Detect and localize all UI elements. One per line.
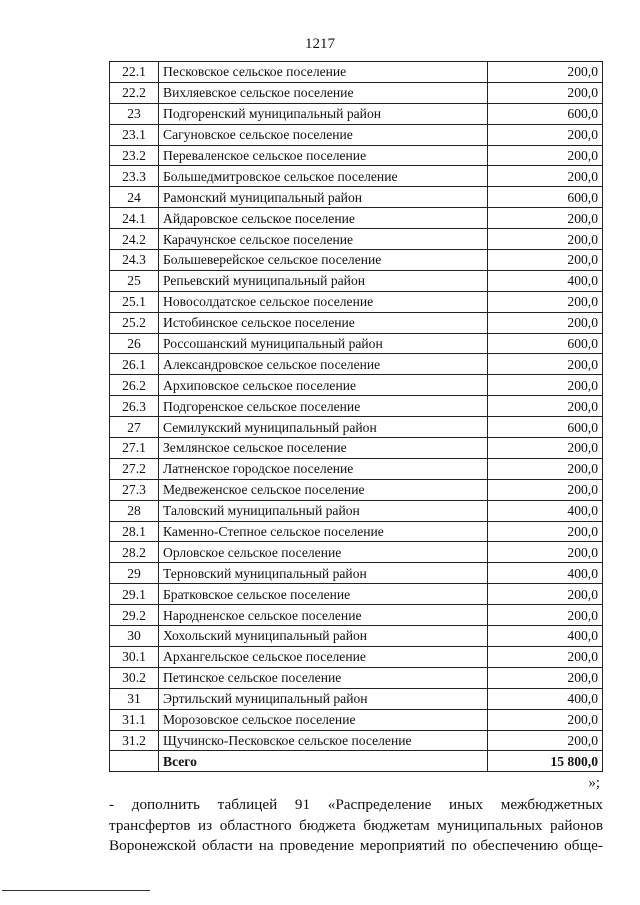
paragraph-line-1: - дополнить таблицей 91 «Распределение иных межбюджетных [109, 796, 603, 813]
row-name: Семилукский муниципальный район [159, 417, 488, 438]
row-number: 29.1 [110, 584, 159, 605]
row-name: Щучинско-Песковское сельское поселение [159, 730, 488, 751]
row-value: 600,0 [488, 103, 603, 124]
row-value: 200,0 [488, 584, 603, 605]
row-value: 600,0 [488, 417, 603, 438]
table-row [110, 291, 603, 312]
row-number: 23.1 [110, 124, 159, 145]
table-row [110, 709, 603, 730]
table-row [110, 229, 603, 250]
row-number: 27 [110, 417, 159, 438]
table-row [110, 584, 603, 605]
row-value: 200,0 [488, 312, 603, 333]
row-value: 200,0 [488, 521, 603, 542]
table-row [110, 375, 603, 396]
row-number: 22.2 [110, 82, 159, 103]
row-number: 26.1 [110, 354, 159, 375]
table-row [110, 500, 603, 521]
table-row [110, 479, 603, 500]
row-value: 200,0 [488, 438, 603, 459]
table-row [110, 82, 603, 103]
row-value: 200,0 [488, 208, 603, 229]
table-row [110, 166, 603, 187]
row-value: 200,0 [488, 605, 603, 626]
total-row [110, 751, 603, 772]
table-row [110, 730, 603, 751]
row-name: Рамонский муниципальный район [159, 187, 488, 208]
row-name: Терновский муниципальный район [159, 563, 488, 584]
row-name: Таловский муниципальный район [159, 500, 488, 521]
row-value: 400,0 [488, 688, 603, 709]
table-row [110, 646, 603, 667]
table-body [110, 62, 603, 772]
row-value: 200,0 [488, 82, 603, 103]
row-number: 22.1 [110, 62, 159, 83]
table-row [110, 542, 603, 563]
row-name: Орловское сельское поселение [159, 542, 488, 563]
row-name: Песковское сельское поселение [159, 62, 488, 83]
row-name: Подгоренское сельское поселение [159, 396, 488, 417]
table-row [110, 62, 603, 83]
row-name: Латненское городское поселение [159, 458, 488, 479]
row-value: 200,0 [488, 458, 603, 479]
row-name: Вихляевское сельское поселение [159, 82, 488, 103]
row-name: Медвеженское сельское поселение [159, 479, 488, 500]
row-value: 200,0 [488, 396, 603, 417]
row-number: 25.2 [110, 312, 159, 333]
table-row [110, 103, 603, 124]
table-row [110, 124, 603, 145]
row-name: Айдаровское сельское поселение [159, 208, 488, 229]
row-value: 400,0 [488, 626, 603, 647]
row-value: 200,0 [488, 62, 603, 83]
row-number: 31.2 [110, 730, 159, 751]
table-row [110, 521, 603, 542]
row-number: 27.2 [110, 458, 159, 479]
row-value: 200,0 [488, 667, 603, 688]
table-row [110, 270, 603, 291]
row-name: Подгоренский муниципальный район [159, 103, 488, 124]
row-name: Морозовское сельское поселение [159, 709, 488, 730]
row-number: 26.3 [110, 396, 159, 417]
amendment-paragraph [109, 795, 603, 857]
row-number: 30 [110, 626, 159, 647]
row-number: 31 [110, 688, 159, 709]
row-number: 27.3 [110, 479, 159, 500]
row-value: 200,0 [488, 542, 603, 563]
row-value: 600,0 [488, 333, 603, 354]
row-name: Россошанский муниципальный район [159, 333, 488, 354]
row-name: Архиповское сельское поселение [159, 375, 488, 396]
table-row [110, 688, 603, 709]
footnote-separator [2, 890, 150, 891]
table-row [110, 145, 603, 166]
row-value: 200,0 [488, 354, 603, 375]
row-name: Каменно-Степное сельское поселение [159, 521, 488, 542]
row-name: Эртильский муниципальный район [159, 688, 488, 709]
row-name: Народненское сельское поселение [159, 605, 488, 626]
table-row [110, 438, 603, 459]
row-value: 400,0 [488, 270, 603, 291]
row-name: Большедмитровское сельское поселение [159, 166, 488, 187]
table-row [110, 312, 603, 333]
row-number: 29.2 [110, 605, 159, 626]
row-value: 200,0 [488, 166, 603, 187]
row-number: 28 [110, 500, 159, 521]
closing-quote: »; [588, 775, 600, 791]
table-row [110, 333, 603, 354]
row-value: 200,0 [488, 250, 603, 271]
total-row-name: Всего [159, 751, 488, 772]
row-value: 200,0 [488, 145, 603, 166]
row-name: Истобинское сельское поселение [159, 312, 488, 333]
row-name: Петинское сельское поселение [159, 667, 488, 688]
row-value: 200,0 [488, 646, 603, 667]
row-name: Большеверейское сельское поселение [159, 250, 488, 271]
table-row [110, 396, 603, 417]
row-name: Новосолдатское сельское поселение [159, 291, 488, 312]
row-number: 23 [110, 103, 159, 124]
row-number: 27.1 [110, 438, 159, 459]
row-value: 400,0 [488, 563, 603, 584]
table-row [110, 208, 603, 229]
row-number: 29 [110, 563, 159, 584]
row-number: 25.1 [110, 291, 159, 312]
table-row [110, 458, 603, 479]
row-value: 200,0 [488, 375, 603, 396]
row-name: Репьевский муниципальный район [159, 270, 488, 291]
paragraph-line-3: Воронежской области на проведение мероприятий по обеспечению обще- [109, 837, 603, 854]
table-row [110, 417, 603, 438]
row-name: Сагуновское сельское поселение [159, 124, 488, 145]
row-number: 23.2 [110, 145, 159, 166]
page-number: 1217 [305, 36, 335, 52]
row-value: 200,0 [488, 709, 603, 730]
row-number: 23.3 [110, 166, 159, 187]
row-name: Карачунское сельское поселение [159, 229, 488, 250]
row-number: 24.2 [110, 229, 159, 250]
row-value: 200,0 [488, 730, 603, 751]
row-name: Братковское сельское поселение [159, 584, 488, 605]
row-number: 31.1 [110, 709, 159, 730]
row-number: 26.2 [110, 375, 159, 396]
table-row [110, 667, 603, 688]
row-value: 200,0 [488, 479, 603, 500]
row-value: 200,0 [488, 124, 603, 145]
row-value: 200,0 [488, 229, 603, 250]
total-row-number [110, 751, 159, 772]
table-row [110, 354, 603, 375]
row-value: 400,0 [488, 500, 603, 521]
row-name: Александровское сельское поселение [159, 354, 488, 375]
transfer-distribution-table [109, 61, 603, 772]
table-row [110, 626, 603, 647]
row-name: Архангельское сельское поселение [159, 646, 488, 667]
row-value: 200,0 [488, 291, 603, 312]
row-name: Землянское сельское поселение [159, 438, 488, 459]
row-number: 28.2 [110, 542, 159, 563]
row-name: Хохольский муниципальный район [159, 626, 488, 647]
total-row-value: 15 800,0 [488, 751, 603, 772]
row-number: 24 [110, 187, 159, 208]
row-value: 600,0 [488, 187, 603, 208]
row-number: 25 [110, 270, 159, 291]
row-number: 30.1 [110, 646, 159, 667]
row-number: 30.2 [110, 667, 159, 688]
table-row [110, 605, 603, 626]
table-row [110, 563, 603, 584]
table-row [110, 250, 603, 271]
table-row [110, 187, 603, 208]
paragraph-line-2: трансфертов из областного бюджета бюджетам муниципальных районов [109, 816, 603, 834]
row-number: 28.1 [110, 521, 159, 542]
row-number: 24.1 [110, 208, 159, 229]
row-name: Переваленское сельское поселение [159, 145, 488, 166]
row-number: 24.3 [110, 250, 159, 271]
row-number: 26 [110, 333, 159, 354]
